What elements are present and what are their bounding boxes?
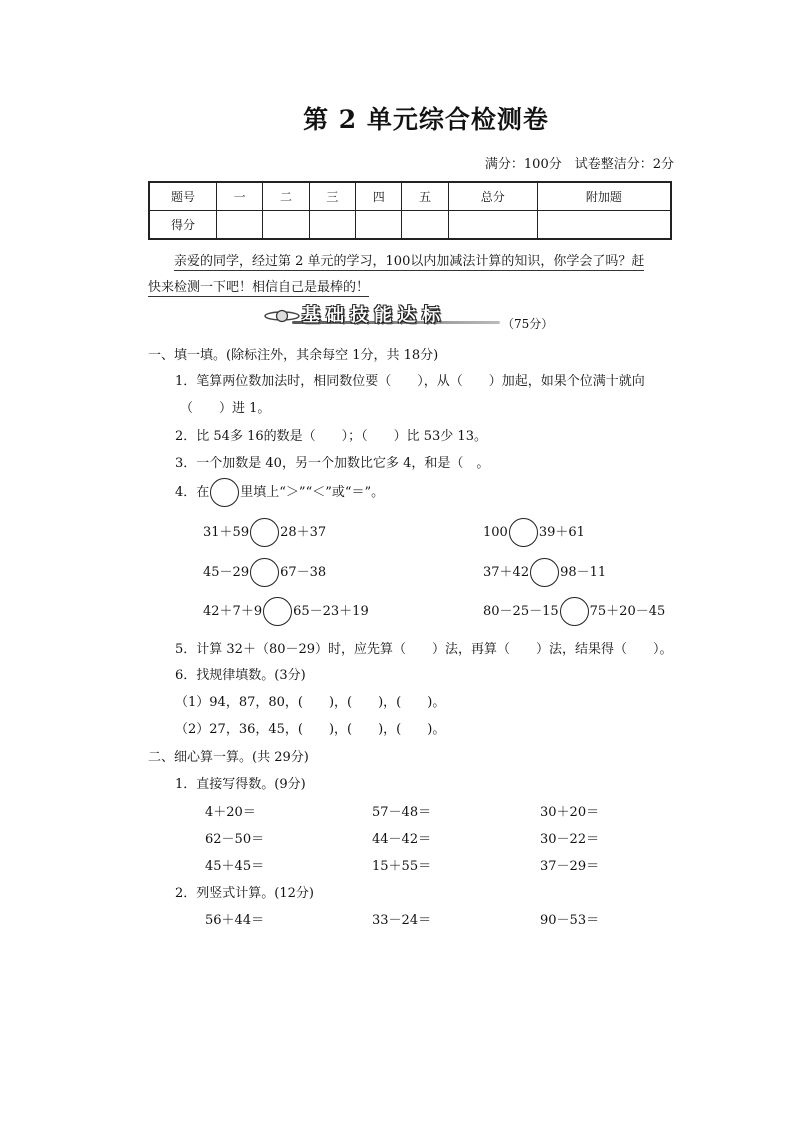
question-1-line-1: 1．笔算两位数加法时，相同数位要（ ），从（ ）加起，如果个位满十就向 xyxy=(175,374,645,389)
direct-problem: 30＋20＝ xyxy=(540,805,600,820)
score-table-score-row xyxy=(149,211,671,240)
compare-item: 42＋7＋9 65－23＋19 xyxy=(203,597,369,626)
score-cell[interactable] xyxy=(448,211,537,240)
question-2: 2．比 54多 16的数是（ ）；（ ）比 53少 13。 xyxy=(175,429,487,444)
direct-problem: 15＋55＝ xyxy=(372,859,432,874)
part1-heading: 一、填一填。(除标注外，其余每空 1分，共 18分) xyxy=(148,348,439,363)
compare-item: 80－25－15 75＋20－45 xyxy=(483,597,665,626)
score-cell[interactable] xyxy=(356,211,402,240)
part2-heading: 二、细心算一算。(共 29分) xyxy=(148,750,309,765)
score-table-header-cell: 附加题 xyxy=(537,182,671,211)
question-6: 6．找规律填数。(3分) xyxy=(175,668,306,683)
compare-item: 100 39＋61 xyxy=(483,518,585,547)
score-table-header-cell: 四 xyxy=(356,182,402,211)
score-table-header-cell: 二 xyxy=(263,182,309,211)
answer-circle[interactable] xyxy=(530,558,559,587)
question-6-1: （1）94，87，80，( )，( )，( )。 xyxy=(175,695,446,710)
score-table-header-row xyxy=(149,182,671,211)
score-table-header-cell: 题号 xyxy=(149,182,217,211)
direct-problem: 45＋45＝ xyxy=(205,859,265,874)
question-6-2: （2）27，36，45，( )，( )，( )。 xyxy=(175,722,446,737)
answer-circle[interactable] xyxy=(560,597,589,626)
score-cell[interactable] xyxy=(309,211,355,240)
banner-title: 基础技能达标 xyxy=(302,305,446,326)
compare-circle-icon xyxy=(210,478,239,507)
score-table-header-cell: 五 xyxy=(402,182,448,211)
answer-circle[interactable] xyxy=(250,518,279,547)
question-1-line-2: （ ）进 1。 xyxy=(180,401,271,416)
question-4: 4．在 里填上“＞”“＜”或“＝”。 xyxy=(175,478,384,507)
score-table-header-cell: 三 xyxy=(309,182,355,211)
question-5: 5．计算 32＋（80－29）时，应先算（ ）法，再算（ ）法，结果得（ ）。 xyxy=(175,642,673,657)
compare-item: 37＋42 98－11 xyxy=(483,558,606,587)
compare-item: 45－29 67－38 xyxy=(203,558,326,587)
answer-circle[interactable] xyxy=(250,558,279,587)
direct-problem: 62－50＝ xyxy=(205,832,265,847)
intro-line-1: 亲爱的同学，经过第 2 单元的学习，100以内加减法计算的知识，你学会了吗？赶 xyxy=(174,254,645,269)
part2-sub-2: 2．列竖式计算。(12分) xyxy=(175,886,314,901)
score-cell[interactable] xyxy=(402,211,448,240)
score-info: 满分：100分 试卷整洁分：2分 xyxy=(484,157,674,172)
answer-circle[interactable] xyxy=(263,597,292,626)
vertical-problem: 33－24＝ xyxy=(372,913,432,928)
page-title: 第 2 单元综合检测卷 xyxy=(303,105,549,134)
part2-sub-1: 1．直接写得数。(9分) xyxy=(175,777,306,792)
score-table xyxy=(148,181,672,240)
section-score: （75分） xyxy=(502,317,554,331)
direct-problem: 30－22＝ xyxy=(540,832,600,847)
answer-circle[interactable] xyxy=(509,518,538,547)
direct-problem: 37－29＝ xyxy=(540,859,600,874)
direct-problem: 57－48＝ xyxy=(372,805,432,820)
question-3: 3．一个加数是 40，另一个加数比它多 4，和是（ 。 xyxy=(175,456,490,471)
compare-item: 31＋59 28＋37 xyxy=(203,518,326,547)
score-cell[interactable] xyxy=(537,211,671,240)
vertical-problem: 90－53＝ xyxy=(540,913,600,928)
vertical-problem: 56＋44＝ xyxy=(205,913,265,928)
score-table-header-cell: 一 xyxy=(217,182,263,211)
direct-problem: 4＋20＝ xyxy=(205,805,256,820)
direct-problem: 44－42＝ xyxy=(372,832,432,847)
intro-line-2: 快来检测一下吧！相信自己是最棒的！ xyxy=(148,280,370,295)
score-cell[interactable] xyxy=(217,211,263,240)
section-banner xyxy=(262,300,502,332)
score-row-label: 得分 xyxy=(149,211,217,240)
score-table-header-cell: 总分 xyxy=(448,182,537,211)
score-cell[interactable] xyxy=(263,211,309,240)
